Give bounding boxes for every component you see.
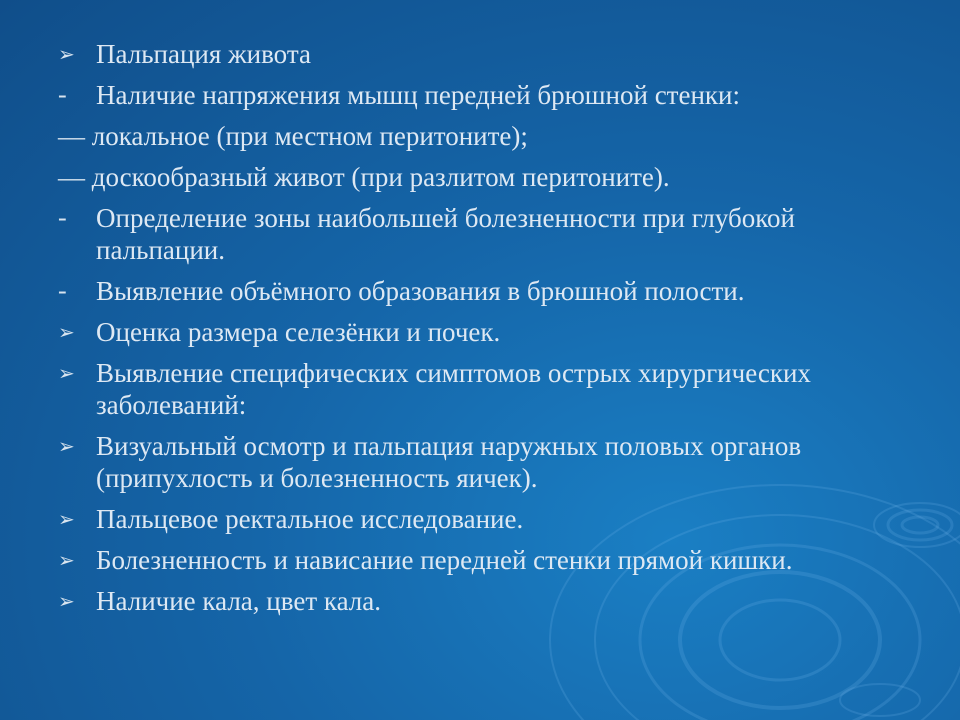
bullet-text: Наличие кала, цвет кала. [96,586,382,616]
slide-content [58,38,918,626]
bullet-text: Болезненность и нависание передней стенки прямой кишки. [96,545,793,575]
bullet-item [58,430,918,494]
bullet-item [58,585,918,617]
dash-marker: - [58,203,67,232]
bullet-text: Наличие напряжения мышц передней брюшной стенки: [96,80,740,110]
dash-marker: — [58,162,85,192]
bullet-item [58,161,918,193]
bullet-text: Оценка размера селезёнки и почек. [96,317,501,347]
bullet-text: Выявление специфических симптомов острых хирургических заболеваний: [96,358,811,420]
bullet-item [58,120,918,152]
arrow-bullet-icon: ➢ [58,589,75,613]
bullet-text: Визуальный осмотр и пальпация наружных половых органов (припухлость и болезненность яичек). [96,431,802,493]
bullet-text: Определение зоны наибольшей болезненности при глубокой пальпации. [96,203,795,265]
bullet-text: Пальпация живота [96,39,311,69]
arrow-bullet-icon: ➢ [58,434,75,458]
bullet-item [58,38,918,70]
bullet-item [58,316,918,348]
dash-marker: - [58,80,67,109]
bullet-text: локальное (при местном перитоните); [91,121,528,151]
arrow-bullet-icon: ➢ [58,507,75,531]
bullet-text: Выявление объёмного образования в брюшной полости. [96,276,745,306]
bullet-item [58,544,918,576]
arrow-bullet-icon: ➢ [58,548,75,572]
arrow-bullet-icon: ➢ [58,42,75,66]
bullet-item [58,357,918,421]
dash-marker: — [58,121,85,151]
bullet-item [58,202,918,266]
arrow-bullet-icon: ➢ [58,320,75,344]
bullet-item [58,503,918,535]
bullet-text: Пальцевое ректальное исследование. [96,504,524,534]
arrow-bullet-icon: ➢ [58,361,75,385]
bullet-item [58,275,918,307]
bullet-item [58,79,918,111]
bullet-text: доскообразный живот (при разлитом перитоните). [91,162,670,192]
dash-marker: - [58,276,67,305]
